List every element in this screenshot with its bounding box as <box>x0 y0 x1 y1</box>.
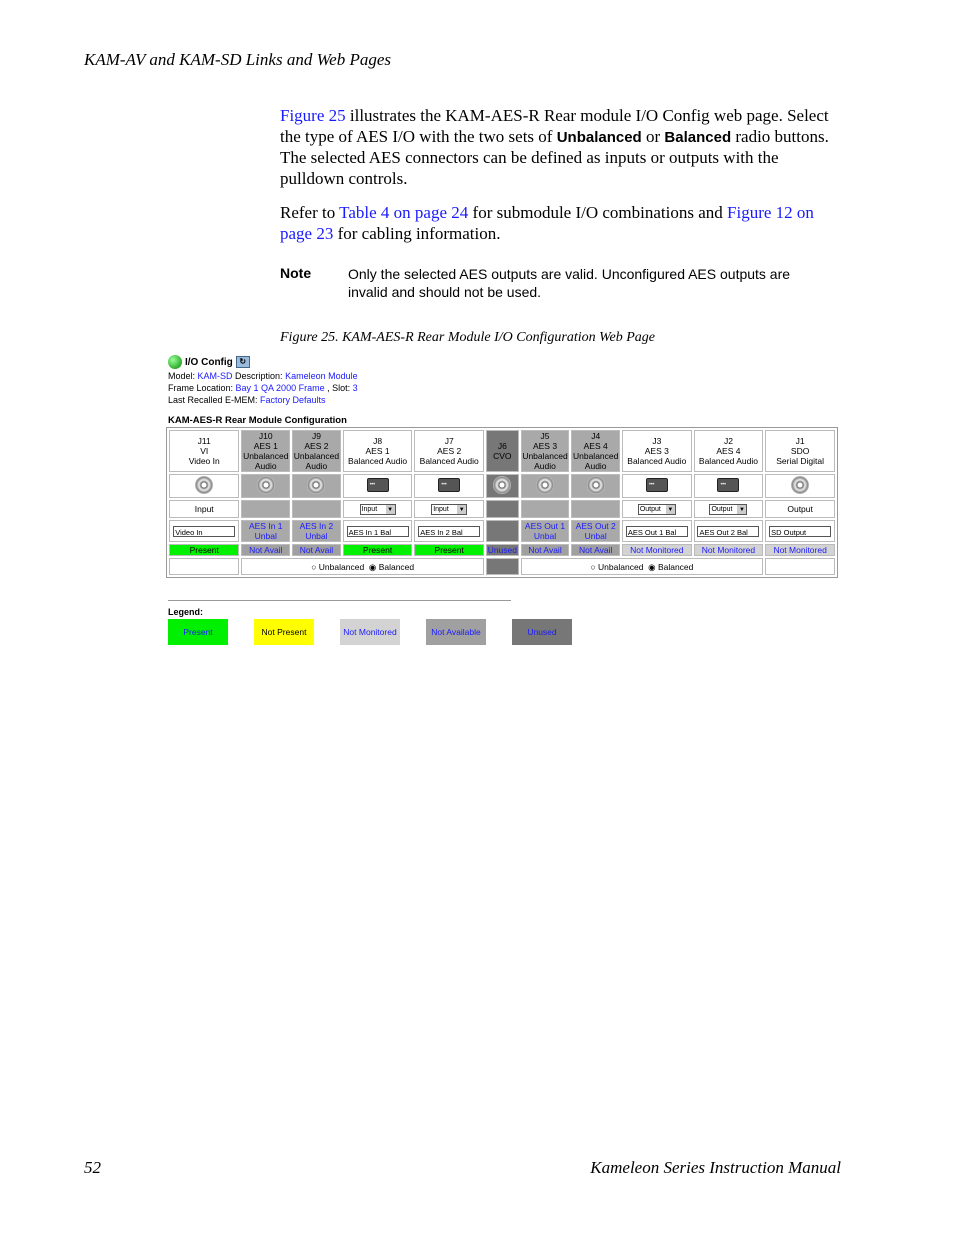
input-radio-group <box>241 558 484 575</box>
chevron-down-icon: ▼ <box>458 507 465 513</box>
j2-io-select[interactable]: Output ▼ <box>709 504 747 515</box>
model-label: Model: <box>168 371 198 381</box>
j8-io <box>343 500 413 518</box>
j7-name <box>414 520 484 542</box>
terminal-connector-icon <box>367 478 389 492</box>
col-header-j5: J5 AES 3 Unbalanced Audio <box>522 431 568 471</box>
signal-name-row <box>169 520 835 542</box>
p2-text-a: Refer to <box>280 203 340 222</box>
j1-status: Not Monitored <box>765 544 835 556</box>
col-header-j8: J8 AES 1 Balanced Audio <box>343 430 413 472</box>
j4-io <box>571 500 620 518</box>
io-config-title <box>168 354 838 370</box>
slot-label: , Slot: <box>324 383 353 393</box>
legend-title: Legend: <box>168 607 203 617</box>
j10-status: Not Avail <box>241 544 290 556</box>
terminal-connector-icon <box>438 478 460 492</box>
j6-io <box>486 500 519 518</box>
j9-status: Not Avail <box>292 544 341 556</box>
j11-connector <box>169 474 239 498</box>
output-balanced-radio[interactable]: ◉ Balanced <box>648 561 694 572</box>
radio-row <box>169 558 835 575</box>
legend-not-present: Not Present <box>254 619 314 645</box>
j8-io-select[interactable]: Input ▼ <box>360 504 396 515</box>
j5-io <box>521 500 570 518</box>
j4-name: AES Out 2 Unbal <box>571 520 620 542</box>
p2-text-b: for submodule I/O combinations and <box>468 203 728 222</box>
j8-connector <box>343 474 413 498</box>
emem-link[interactable]: Factory Defaults <box>260 395 326 405</box>
frame-location-label: Frame Location: <box>168 383 236 393</box>
col-header-j2: J2 AES 4 Balanced Audio <box>694 430 764 472</box>
j10-connector <box>241 474 290 498</box>
col-header-j3: J3 AES 3 Balanced Audio <box>622 430 692 472</box>
j2-io <box>694 500 764 518</box>
p1-or: or <box>641 126 665 146</box>
j3-io-select[interactable]: Output ▼ <box>638 504 676 515</box>
j10-io <box>241 500 290 518</box>
j3-name-input[interactable]: AES Out 1 Bal <box>626 526 688 537</box>
legend-not-monitored: Not Monitored <box>340 619 400 645</box>
j3-name <box>622 520 692 542</box>
note-label: Note <box>280 265 312 281</box>
status-row <box>169 544 835 556</box>
j3-connector <box>622 474 692 498</box>
j1-name <box>765 520 835 542</box>
j11-io: Input <box>169 500 239 518</box>
radio-row-cvo <box>486 558 519 575</box>
legend-divider <box>168 600 511 601</box>
col-header-j9: J9 AES 2 Unbalanced Audio <box>293 431 340 471</box>
j7-io-select[interactable]: Input ▼ <box>431 504 467 515</box>
chevron-down-icon: ▼ <box>667 507 674 513</box>
emem-line <box>168 394 838 406</box>
col-header-j7: J7 AES 2 Balanced Audio <box>414 430 484 472</box>
figure-25-link[interactable]: Figure 25 <box>280 106 346 125</box>
j11-name-input[interactable]: Video In <box>173 526 235 537</box>
bnc-connector-icon <box>307 476 325 494</box>
figure-caption: Figure 25. KAM-AES-R Rear Module I/O Configuration Web Page <box>280 330 655 345</box>
col-header-j10: J10 AES 1 Unbalanced Audio <box>243 431 289 471</box>
j3-status: Not Monitored <box>622 544 692 556</box>
legend <box>168 619 838 645</box>
globe-icon <box>168 355 182 369</box>
j6-name <box>486 520 519 542</box>
bnc-connector-icon <box>536 476 554 494</box>
j6-connector <box>486 474 519 498</box>
bnc-connector-icon <box>791 476 809 494</box>
paragraph-1 <box>280 106 845 189</box>
io-config-webpage <box>168 354 838 645</box>
col-header-j6: J6 CVO <box>486 430 519 472</box>
j2-status: Not Monitored <box>694 544 764 556</box>
p2-text-c: for cabling information. <box>333 223 501 243</box>
j7-name-input[interactable]: AES In 2 Bal <box>418 526 480 537</box>
note-text: Only the selected AES outputs are valid. Unconfigured AES outputs are invalid and should not be used. <box>348 266 791 300</box>
j6-status: Unused <box>487 545 517 555</box>
bnc-connector-icon <box>587 476 605 494</box>
radio-row-spacer-left <box>169 558 239 575</box>
j2-name-input[interactable]: AES Out 2 Bal <box>697 526 759 537</box>
j5-status: Not Avail <box>521 544 570 556</box>
config-table <box>166 427 838 578</box>
section-title: KAM-AES-R Rear Module Configuration <box>168 415 347 426</box>
description-label: Description: <box>232 371 286 381</box>
description-link[interactable]: Kameleon Module <box>285 371 358 381</box>
j7-status: Present <box>414 544 484 556</box>
j1-io: Output <box>765 500 835 518</box>
legend-unused: Unused <box>512 619 572 645</box>
io-direction-row <box>169 500 835 518</box>
col-header-j4: J4 AES 4 Unbalanced Audio <box>572 431 619 471</box>
chevron-down-icon: ▼ <box>738 507 745 513</box>
j7-connector <box>414 474 484 498</box>
bnc-connector-icon <box>257 476 275 494</box>
j1-name-input[interactable]: SD Output <box>769 526 831 537</box>
figure-12-link[interactable]: Figure 12 on page 23 <box>280 203 814 243</box>
model-line <box>168 370 838 382</box>
input-unbalanced-radio[interactable]: ○ Unbalanced <box>311 561 365 572</box>
output-unbalanced-radio[interactable]: ○ Unbalanced <box>590 561 644 572</box>
page-number: 52 <box>84 1158 101 1177</box>
legend-present: Present <box>168 619 228 645</box>
manual-title: Kameleon Series Instruction Manual <box>590 1158 841 1177</box>
body-text <box>280 106 845 258</box>
col-header-j1: J1 SDO Serial Digital <box>765 430 835 472</box>
p1-text-a: illustrates the KAM-AES-R Rear module I/O Config web page. Select the type of AES I/O with the two sets of <box>280 106 829 146</box>
j10-name: AES In 1 Unbal <box>241 520 290 542</box>
j1-connector <box>765 474 835 498</box>
j7-io <box>414 500 484 518</box>
paragraph-2 <box>280 203 845 244</box>
j4-status: Not Avail <box>571 544 620 556</box>
terminal-connector-icon <box>646 478 668 492</box>
j2-name <box>694 520 764 542</box>
output-radio-group <box>521 558 764 575</box>
j11-status: Present <box>169 544 239 556</box>
emem-label: Last Recalled E-MEM: <box>168 395 261 405</box>
bnc-connector-icon <box>493 476 511 494</box>
input-balanced-radio[interactable]: ◉ Balanced <box>368 561 415 572</box>
j8-name-input[interactable]: AES In 1 Bal <box>347 526 409 537</box>
j9-io <box>292 500 341 518</box>
terminal-connector-icon <box>717 478 739 492</box>
j3-io <box>622 500 692 518</box>
connector-row <box>169 474 835 498</box>
col-header-j11: J11 VI Video In <box>169 430 239 472</box>
refresh-icon[interactable]: ↻ <box>236 356 250 368</box>
j2-connector <box>694 474 764 498</box>
unbalanced-term: Unbalanced <box>556 128 642 146</box>
radio-row-spacer-right <box>765 558 835 575</box>
j8-name <box>343 520 413 542</box>
j11-name <box>169 520 239 542</box>
balanced-term: Balanced <box>664 128 732 146</box>
j8-status: Present <box>343 544 413 556</box>
running-header: KAM-AV and KAM-SD Links and Web Pages <box>84 50 392 69</box>
io-config-title-text: I/O Config <box>185 356 233 368</box>
j9-name: AES In 2 Unbal <box>292 520 341 542</box>
chevron-down-icon: ▼ <box>387 507 394 513</box>
j4-connector <box>571 474 620 498</box>
p1-text-b: radio buttons. The selected AES connectors can be defined as inputs or outputs with the pulldown controls. <box>280 126 829 188</box>
table-4-link[interactable]: Table 4 on page 24 <box>339 203 469 222</box>
frame-location-link[interactable]: Bay 1 QA 2000 Frame <box>235 383 325 393</box>
slot-link[interactable]: 3 <box>352 383 358 393</box>
j5-name: AES Out 1 Unbal <box>521 520 570 542</box>
legend-not-available: Not Available <box>426 619 486 645</box>
j9-connector <box>292 474 341 498</box>
model-link[interactable]: KAM-SD <box>197 371 233 381</box>
j5-connector <box>521 474 570 498</box>
frame-location-line <box>168 382 838 394</box>
bnc-connector-icon <box>195 476 213 494</box>
header-row <box>169 430 835 472</box>
